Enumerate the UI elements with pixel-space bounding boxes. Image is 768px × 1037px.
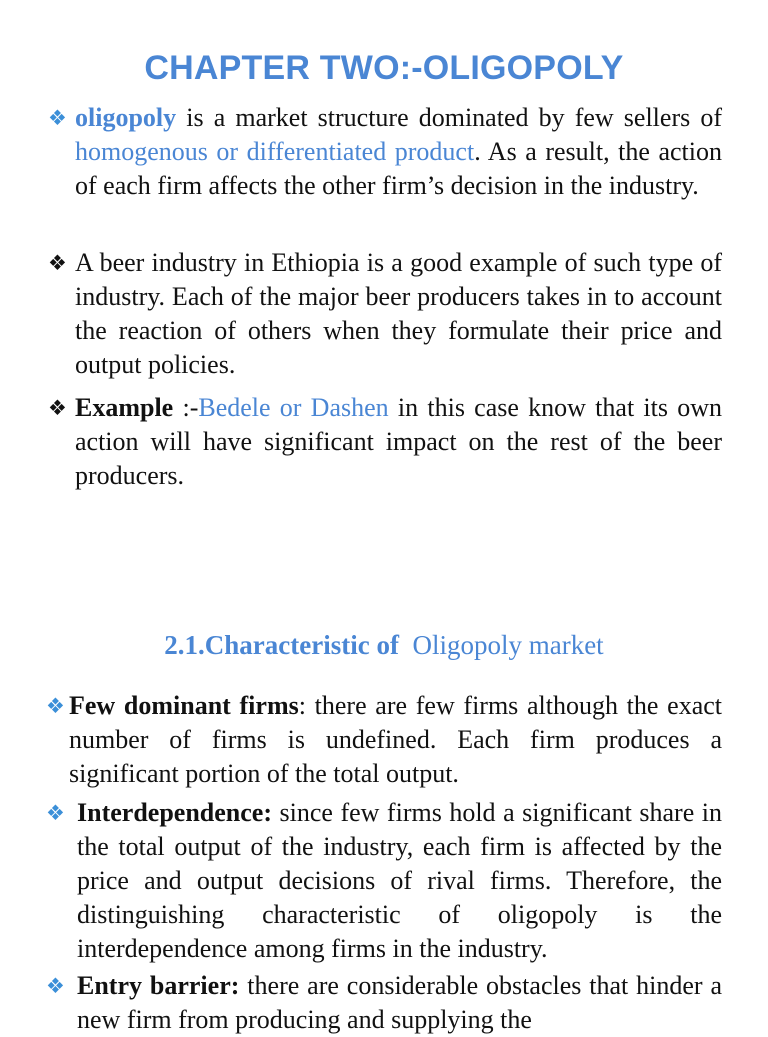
bullet-few-dominant-firms: ❖ Few dominant firms: there are few firms although the exact number of firms is undefined. Each firm produces a significant portion of the total output. bbox=[46, 691, 722, 788]
bullet-interdependence: ❖ Interdependence: since few firms hold a significant share in the total output of the industry, each firm is affected by the price and output decisions of rival firms. Therefore, the distinguishing characteristic of oligopoly is the interdependence among firms in the industry. bbox=[46, 798, 722, 963]
term-entry-barrier: Entry barrier: bbox=[77, 971, 240, 1000]
highlight-brands: Bedele or Dashen bbox=[198, 393, 389, 422]
diamond-bullet-icon: ❖ bbox=[48, 251, 67, 275]
bullet-example: ❖ Example :-Bedele or Dashen in this case know that its own action will have significant impact on the rest of the beer producers. bbox=[48, 393, 722, 490]
section-number-label: 2.1.Characteristic of bbox=[164, 630, 399, 660]
term-example: Example bbox=[75, 393, 174, 422]
page-title: CHAPTER TWO:-OLIGOPOLY bbox=[144, 48, 624, 87]
section-heading bbox=[0, 630, 768, 661]
section-heading-rest: Oligopoly market bbox=[412, 630, 604, 660]
term-few-dominant-firms: Few dominant firms bbox=[69, 691, 299, 720]
diamond-bullet-icon: ❖ bbox=[48, 106, 67, 130]
diamond-bullet-icon: ❖ bbox=[48, 396, 67, 420]
diamond-bullet-icon: ❖ bbox=[46, 974, 65, 998]
bullet-entry-barrier: ❖ Entry barrier: there are considerable obstacles that hinder a new firm from producing and supplying the bbox=[46, 971, 722, 1034]
term-interdependence: Interdependence: bbox=[77, 798, 272, 827]
term-oligopoly: oligopoly bbox=[75, 103, 177, 132]
bullet-oligopoly-definition: ❖ oligopoly is a market structure dominated by few sellers of homogenous or differentiated product. As a result, the action of each firm affects the other firm’s decision in the industry. bbox=[48, 103, 722, 200]
diamond-bullet-icon: ❖ bbox=[46, 801, 65, 825]
diamond-bullet-icon: ❖ bbox=[46, 694, 65, 718]
bullet-beer-industry: ❖ A beer industry in Ethiopia is a good example of such type of industry. Each of the major beer producers takes in to account the reaction of others when they formulate their price and output policies. bbox=[48, 248, 722, 379]
highlight-product-type: homogenous or differentiated product bbox=[75, 137, 475, 166]
